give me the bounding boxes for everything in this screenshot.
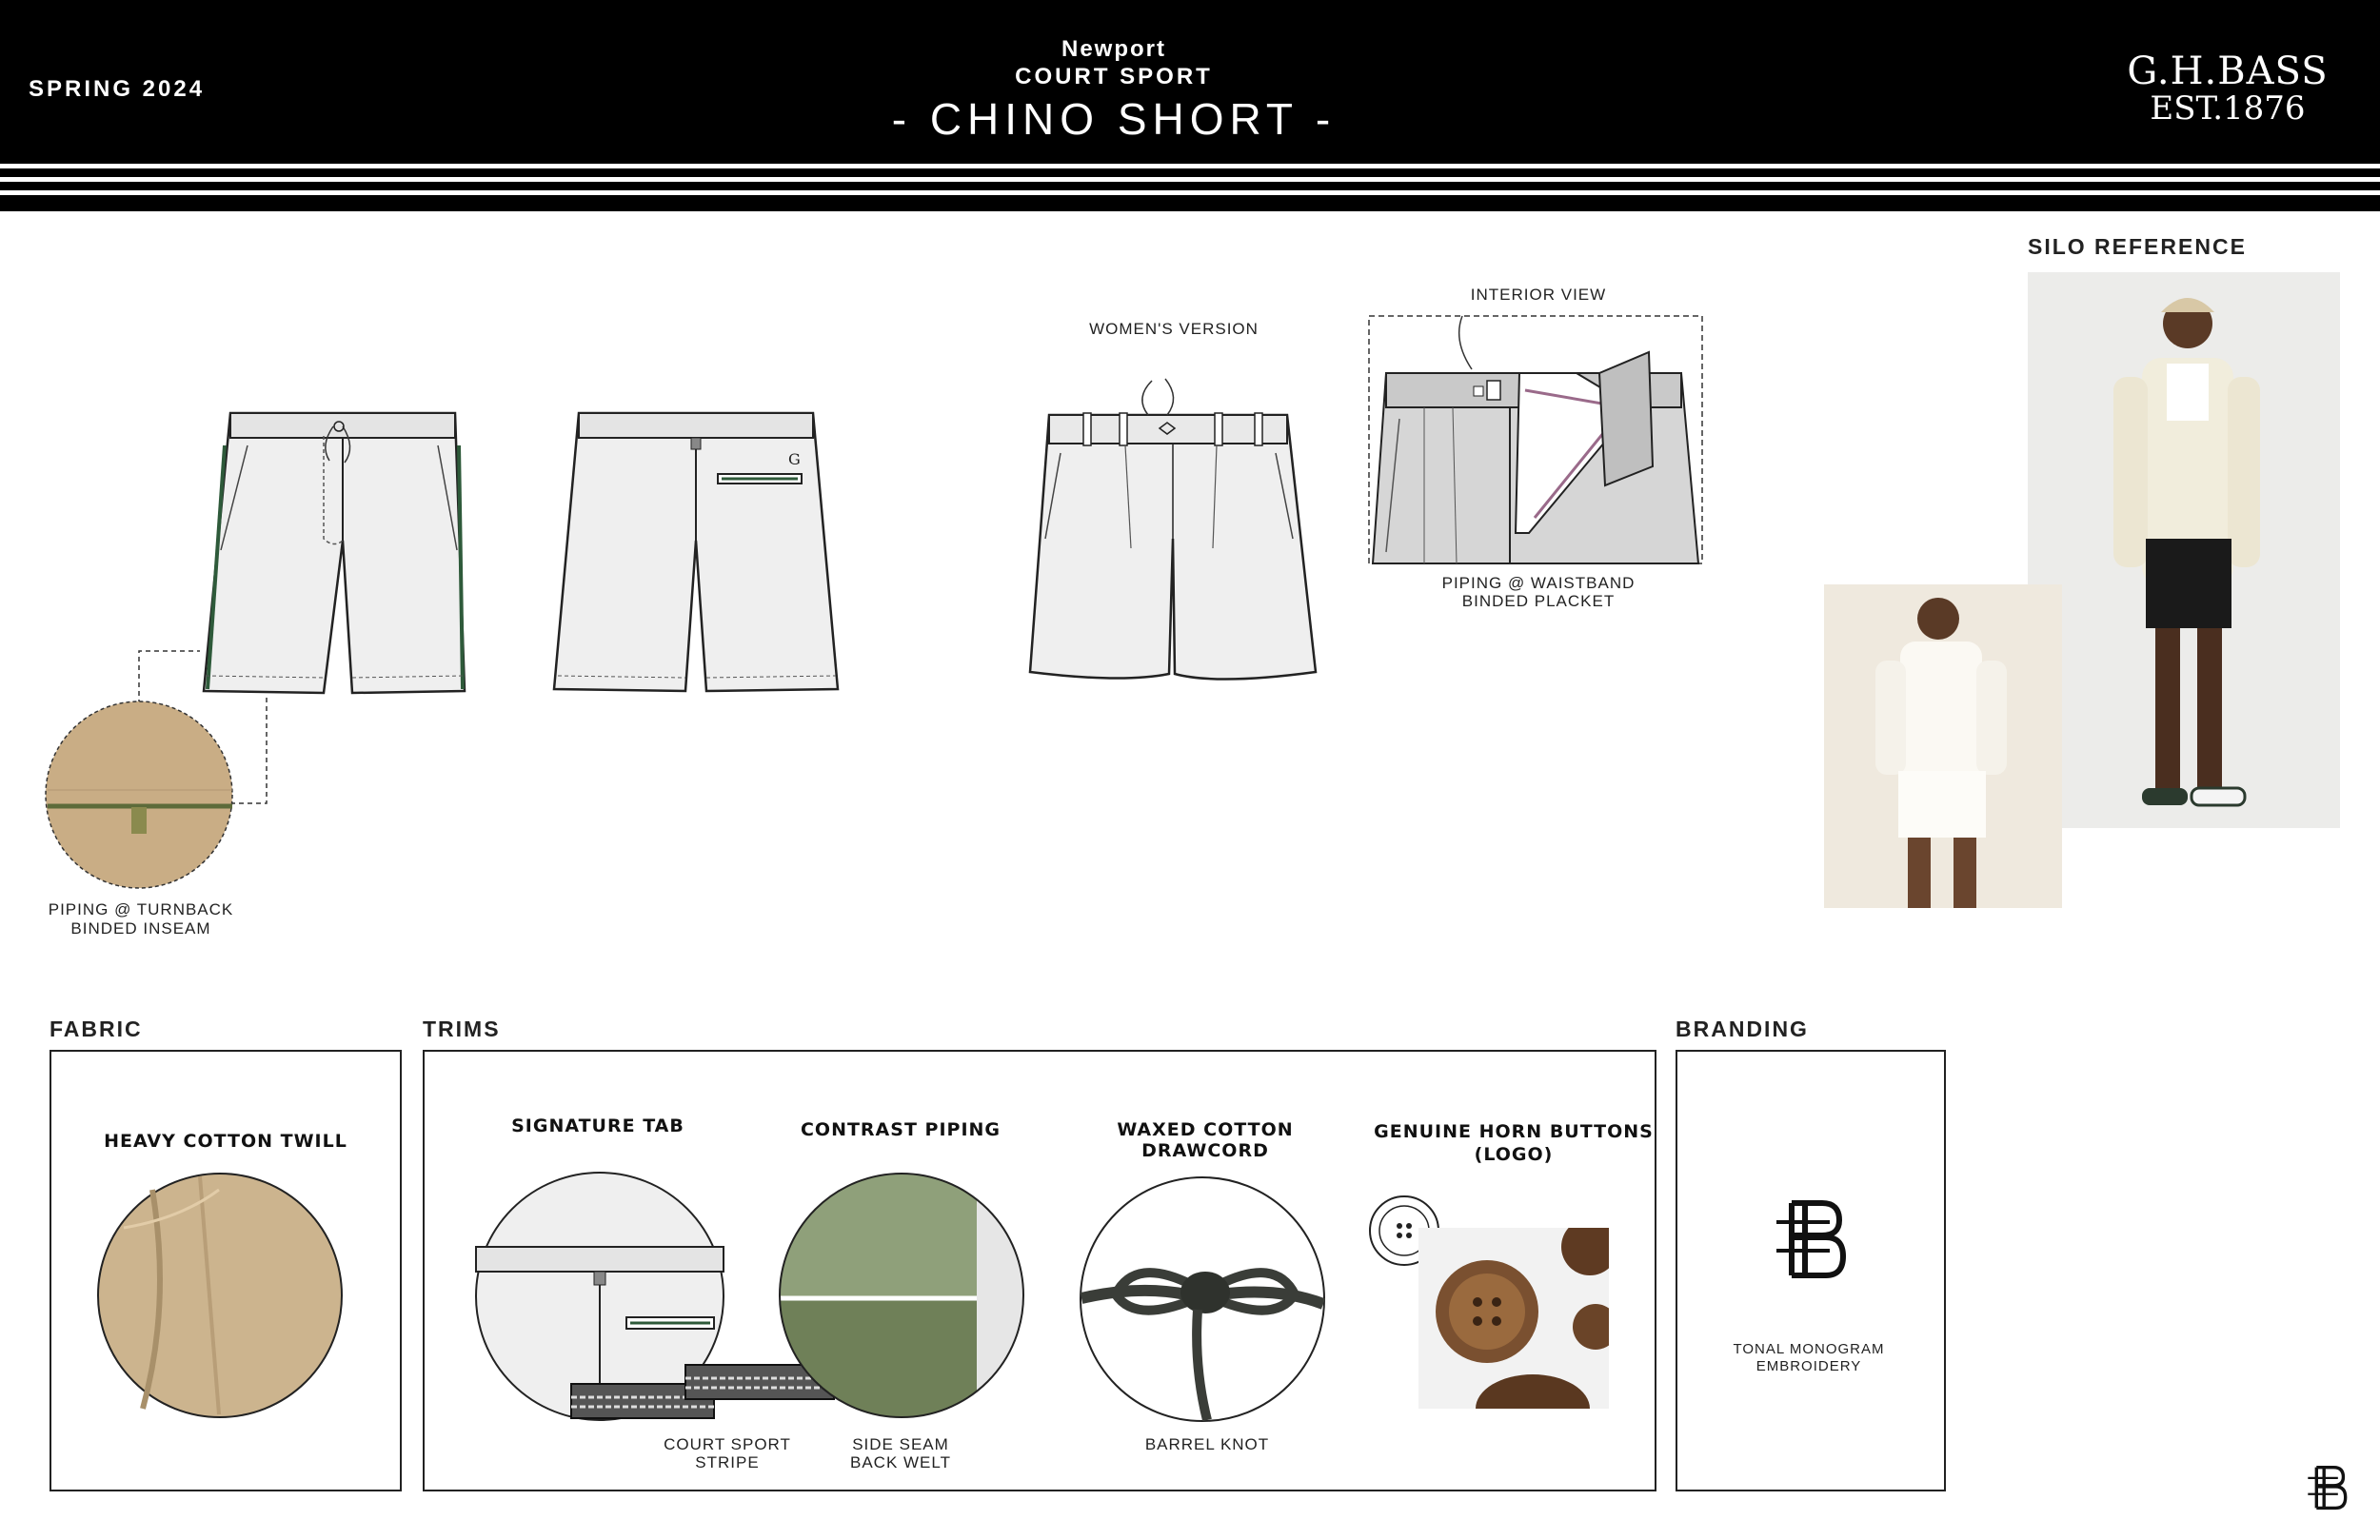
brand-logo-name: G.H.BASS (2127, 49, 2329, 93)
womens-version-label: WOMEN'S VERSION (1089, 320, 1259, 338)
monogram-logo-icon (1773, 1194, 1847, 1285)
collection-name: Newport (1061, 36, 1166, 62)
svg-text:G: G (788, 450, 801, 468)
interior-view-label: INTERIOR VIEW (1470, 286, 1607, 304)
womens-short-sketch (1026, 377, 1321, 687)
interior-caption-1: PIPING @ WAISTBAND (1441, 574, 1636, 592)
turnback-caption-2: BINDED INSEAM (70, 919, 211, 938)
contrast-piping-detail (777, 1171, 1026, 1420)
stripe-caption-2: STRIPE (695, 1453, 760, 1471)
silo-reference-title: SILO REFERENCE (2028, 234, 2247, 259)
product-title: - CHINO SHORT - (891, 94, 1337, 144)
turnback-caption-1: PIPING @ TURNBACK (48, 900, 234, 918)
silo-photo-men (2028, 272, 2340, 828)
brand-logo-est: EST.1876 (2150, 89, 2306, 128)
branding-caption-2: EMBROIDERY (1755, 1358, 1862, 1374)
interior-caption-2: BINDED PLACKET (1461, 592, 1616, 610)
fabric-section-title: FABRIC (50, 1017, 143, 1041)
welt-caption-2: BACK WELT (850, 1453, 951, 1471)
signature-tab-title: SIGNATURE TAB (511, 1116, 684, 1136)
knot-caption: BARREL KNOT (1144, 1435, 1270, 1453)
turnback-detail (44, 647, 278, 891)
footer-monogram-icon (2306, 1462, 2348, 1513)
branding-caption-1: TONAL MONOGRAM (1733, 1341, 1885, 1357)
welt-caption-1: SIDE SEAM (852, 1435, 949, 1453)
buttons-title-2: (LOGO) (1474, 1144, 1554, 1165)
branding-section-title: BRANDING (1676, 1017, 1809, 1041)
drawcord-detail (1078, 1175, 1327, 1424)
line-name: COURT SPORT (1015, 64, 1213, 89)
header-stripe (0, 177, 2380, 182)
stripe-caption-1: COURT SPORT (664, 1435, 791, 1453)
buttons-title-1: GENUINE HORN BUTTONS (1374, 1121, 1654, 1142)
trims-section-title: TRIMS (423, 1017, 501, 1041)
drawcord-title: WAXED COTTON DRAWCORD (1117, 1119, 1294, 1161)
season-label: SPRING 2024 (29, 76, 206, 102)
fabric-name: HEAVY COTTON TWILL (104, 1131, 347, 1152)
header-stripe (0, 190, 2380, 195)
silo-photo-women (1824, 584, 2062, 908)
horn-buttons-photo (1418, 1228, 1609, 1409)
contrast-piping-title: CONTRAST PIPING (800, 1119, 1002, 1140)
interior-view-sketch (1367, 314, 1704, 567)
fabric-swatch (95, 1171, 345, 1420)
back-short-sketch (550, 407, 842, 699)
header-stripe (0, 164, 2380, 168)
